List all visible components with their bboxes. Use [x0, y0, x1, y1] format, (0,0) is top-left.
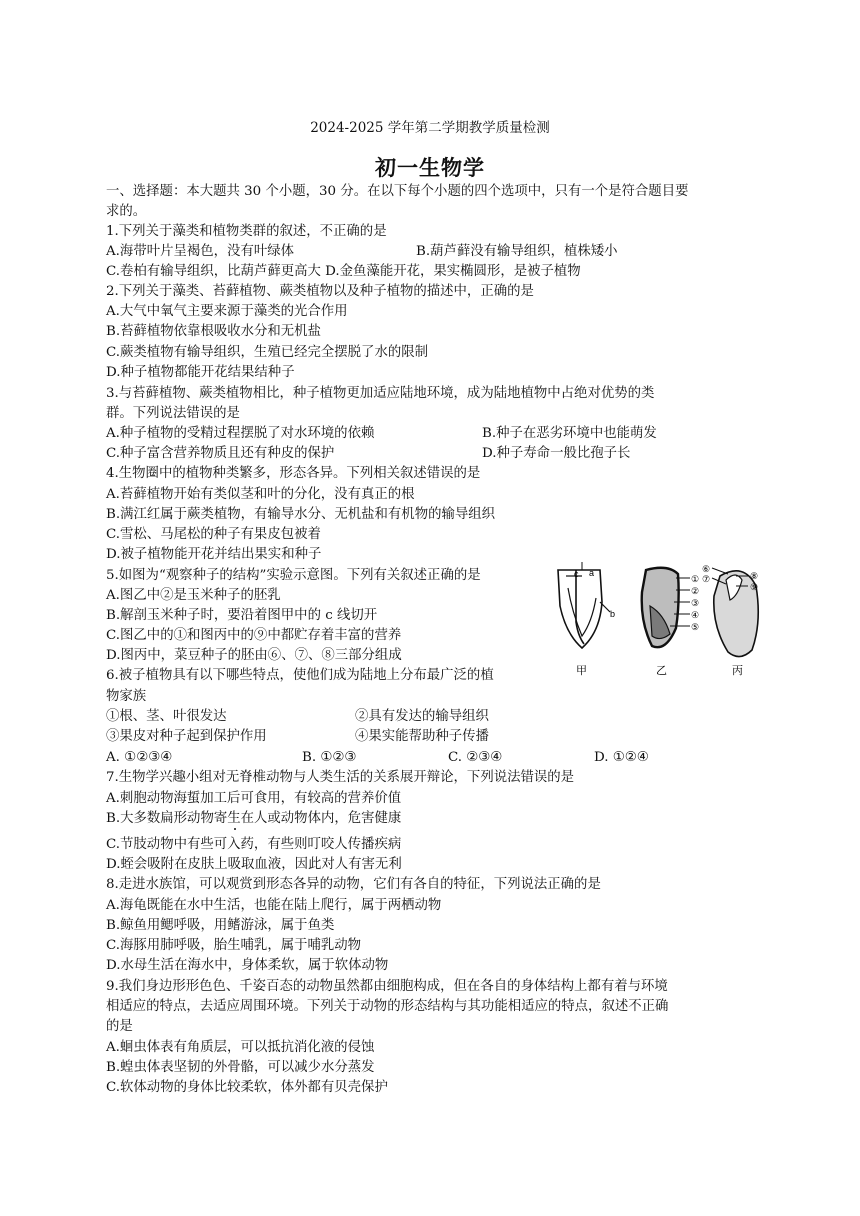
q1-option-b: B.葫芦藓没有输导组织，植株矮小: [416, 244, 618, 259]
yi-mark-4: ④: [691, 611, 700, 621]
q6-stem: 6.被子植物具有以下哪些特点，使他们成为陆地上分布最广泛的植: [106, 668, 494, 683]
bing-mark-6: ⑥: [702, 565, 711, 575]
q7-option-b: [106, 809, 401, 829]
q7-option-d: D.蛭会吸附在皮肤上吸取血液，因此对人有害无利: [106, 857, 402, 872]
q6-option-d: D. ①②④: [594, 750, 649, 765]
q6-stem-cont: 物家族: [106, 689, 147, 704]
q9-stem: 9.我们身边形形色色、千姿百态的动物虽然都由细胞构成，但在各自的身体结构上都有着与环境: [106, 979, 668, 994]
q7-option-a: A.刺胞动物海蜇加工后可食用，有较高的营养价值: [106, 791, 402, 806]
seed-diagram: [552, 562, 762, 680]
q6-statement-4: ④果实能帮助种子传播: [355, 729, 489, 744]
yi-mark-1: ①: [691, 575, 700, 585]
mark-b: b: [610, 609, 616, 619]
q2-option-a: A.大气中氧气主要来源于藻类的光合作用: [106, 304, 348, 319]
q9-stem-cont-2: 的是: [106, 1019, 133, 1034]
q1-option-a: A.海带叶片呈褐色，没有叶绿体: [106, 244, 295, 259]
q9-option-b: B.蝗虫体表坚韧的外骨骼，可以减少水分蒸发: [106, 1060, 375, 1075]
corn-seed-yi: [642, 568, 690, 647]
page-title: 初一生物学: [375, 155, 485, 180]
label-yi: 乙: [656, 664, 667, 677]
q4-option-b: B.满江红属于蕨类植物，有输导水分、无机盐和有机物的输导组织: [106, 507, 496, 522]
q5-option-d: D.图丙中，菜豆种子的胚由⑥、⑦、⑧三部分组成: [106, 648, 402, 663]
section-instruction: 一、选择题：本大题共 30 个小题，30 分。在以下每个小题的四个选项中，只有一个是符合题目要: [106, 184, 689, 199]
q9-stem-cont-1: 相适应的特点，去适应周围环境。下列关于动物的形态结构与其功能相适应的特点，叙述不正确: [106, 999, 669, 1014]
section-instruction-cont: 求的。: [106, 204, 147, 219]
q4-option-c: C.雪松、马尾松的种子有果皮包被着: [106, 527, 321, 542]
q6-option-b: B. ①②③: [302, 750, 357, 765]
q6-statement-1: ①根、茎、叶很发达: [106, 709, 227, 724]
q3-stem: 3.与苔藓植物、蕨类植物相比，种子植物更加适应陆地环境，成为陆地植物中占绝对优势的类: [106, 386, 655, 401]
q2-stem: 2.下列关于藻类、苔藓植物、蕨类植物以及种子植物的描述中，正确的是: [106, 284, 534, 299]
q6-statement-3: ③果皮对种子起到保护作用: [106, 729, 267, 744]
q2-option-c: C.蕨类植物有输导组织，生殖已经完全摆脱了水的限制: [106, 345, 429, 360]
q5-option-a: A.图乙中②是玉米种子的胚乳: [106, 588, 281, 603]
q1-stem: 1.下列关于藻类和植物类群的叙述，不正确的是: [106, 224, 387, 239]
q4-stem: 4.生物圈中的植物种类繁多，形态各异。下列相关叙述错误的是: [106, 466, 481, 481]
bing-mark-8: ⑧: [750, 572, 759, 582]
yi-mark-5: ⑤: [691, 623, 700, 633]
q8-option-b: B.鲸鱼用鳃呼吸，用鳍游泳，属于鱼类: [106, 918, 335, 933]
seed-structure-figure: [552, 562, 762, 680]
q5-option-c: C.图乙中的①和图丙中的⑨中都贮存着丰富的营养: [106, 628, 402, 643]
q8-option-a: A.海龟既能在水中生活，也能在陆上爬行，属于两栖动物: [106, 898, 442, 913]
q7-option-b-pre: B.大多数扁形动物寄: [106, 811, 228, 826]
q6-option-c: C. ②③④: [448, 750, 503, 765]
q1-option-cd: C.卷柏有输导组织，比葫芦藓更高大 D.金鱼藻能开花，果实椭圆形，是被子植物: [106, 264, 581, 279]
q6-option-a: A. ①②③④: [106, 750, 173, 765]
q4-option-a: A.苔藓植物开始有类似茎和叶的分化，没有真正的根: [106, 487, 415, 502]
q7-option-b-emphasis: 生: [227, 811, 241, 826]
bing-mark-7: ⑦: [702, 575, 711, 585]
corn-seed-jia: [558, 562, 610, 648]
mark-c: c: [574, 569, 579, 579]
exam-header: 2024-2025 学年第二学期教学质量检测: [310, 120, 550, 136]
q7-option-c: C.节肢动物中有些可入药，有些则叮咬人传播疾病: [106, 837, 402, 852]
q7-stem: 7.生物学兴趣小组对无脊椎动物与人类生活的关系展开辩论，下列说法错误的是: [106, 770, 575, 785]
q5-stem: 5.如图为“观察种子的结构”实验示意图。下列有关叙述正确的是: [106, 568, 481, 583]
q9-option-a: A.蛔虫体表有角质层，可以抵抗消化液的侵蚀: [106, 1040, 375, 1055]
q3-stem-cont: 群。下列说法错误的是: [106, 406, 240, 421]
q4-option-d: D.被子植物能开花并结出果实和种子: [106, 547, 322, 562]
q6-statement-2: ②具有发达的输导组织: [355, 709, 489, 724]
q7-option-b-post: 在人或动物体内，危害健康: [240, 811, 402, 826]
q3-option-a: A.种子植物的受精过程摆脱了对水环境的依赖: [106, 426, 375, 441]
mark-a: a: [589, 568, 595, 578]
q8-option-d: D.水母生活在海水中，身体柔软，属于软体动物: [106, 958, 389, 973]
yi-mark-2: ②: [691, 587, 700, 597]
q3-option-b: B.种子在恶劣环境中也能萌发: [482, 426, 657, 441]
bing-mark-9: ⑨: [750, 583, 759, 593]
q2-option-b: B.苔藓植物依靠根吸收水分和无机盐: [106, 324, 321, 339]
q8-option-c: C.海豚用肺呼吸，胎生哺乳，属于哺乳动物: [106, 938, 362, 953]
label-jia: 甲: [576, 664, 587, 677]
q3-option-c: C.种子富含营养物质且还有种皮的保护: [106, 446, 335, 461]
q3-option-d: D.种子寿命一般比孢子长: [482, 446, 631, 461]
label-bing: 丙: [732, 664, 743, 677]
q8-stem: 8.走进水族馆，可以观赏到形态各异的动物，它们有各自的特征，下列说法正确的是: [106, 877, 601, 892]
yi-mark-3: ③: [691, 599, 700, 609]
q2-option-d: D.种子植物都能开花结果结种子: [106, 365, 295, 380]
q5-option-b: B.解剖玉米种子时，要沿着图甲中的 c 线切开: [106, 608, 378, 623]
q9-option-c: C.软体动物的身体比较柔软，体外都有贝壳保护: [106, 1080, 388, 1095]
